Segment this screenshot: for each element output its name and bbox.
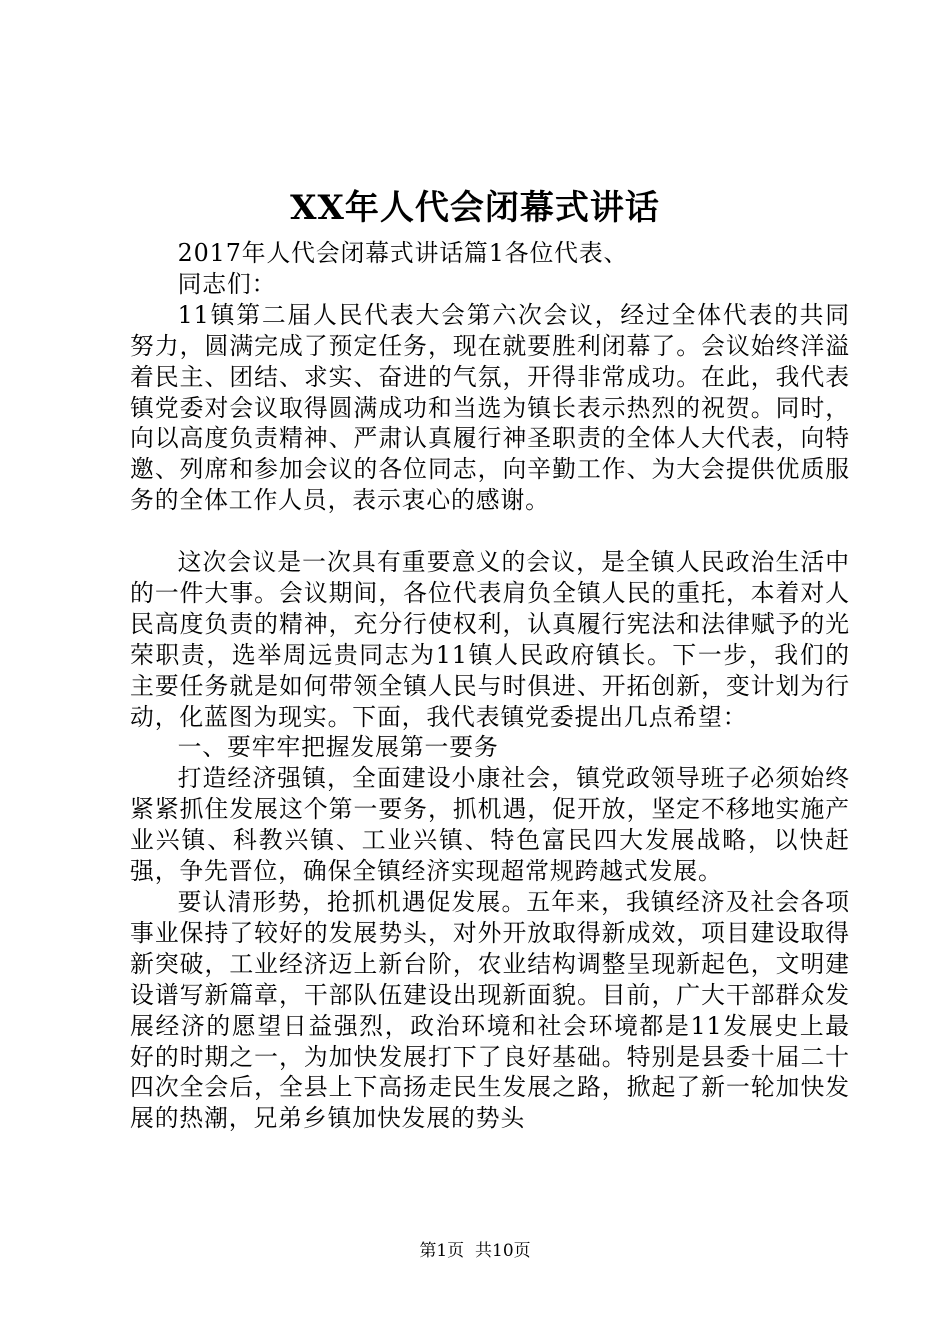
page-number: 第1页 (419, 1241, 465, 1261)
paragraph-opening: 11镇第二届人民代表大会第六次会议，经过全体代表的共同努力，圆满完成了预定任务，现在就要胜利闭幕了。会议始终洋溢着民主、团结、求实、奋进的气氛，开得非常成功。在此，我代表镇党委对会议取得圆满成功和当选为镇长表示热烈的祝贺。同时，向以高度负责精神、严肃认真履行神圣职责的全体人大代表，向特邀、列席和参加会议的各位同志，向辛勤工作、为大会提供优质服务的全体工作人员，表示衷心的感谢。 (130, 300, 850, 515)
paragraph-intro: 2017年人代会闭幕式讲话篇1各位代表、 (177, 239, 629, 267)
paragraph-development: 打造经济强镇，全面建设小康社会，镇党政领导班子必须始终紧紧抓住发展这个第一要务，抓机遇，促开放，坚定不移地实施产业兴镇、科教兴镇、工业兴镇、特色富民四大发展战略，以快赶强，争先晋位，确保全镇经济实现超常规跨越式发展。 (130, 764, 850, 886)
page-footer (0, 1240, 950, 1262)
paragraph-situation: 要认清形势，抢抓机遇促发展。五年来，我镇经济及社会各项事业保持了较好的发展势头，对外开放取得新成效，项目建设取得新突破，工业经济迈上新台阶，农业结构调整呈现新起色，文明建设谱写新篇章，干部队伍建设出现新面貌。目前，广大干部群众发展经济的愿望日益强烈，政治环境和社会环境都是11发展史上最好的时期之一，为加快发展打下了良好基础。特别是县委十届二十四次全会后，全县上下高扬走民生发展之路，掀起了新一轮加快发展的热潮，兄弟乡镇加快发展的势头 (130, 888, 850, 1133)
paragraph-meeting-significance: 这次会议是一次具有重要意义的会议，是全镇人民政治生活中的一件大事。会议期间，各位代表肩负全镇人民的重托，本着对人民高度负责的精神，充分行使权利，认真履行宪法和法律赋予的光荣职责，选举周远贵同志为11镇人民政府镇长。下一步，我们的主要任务就是如何带领全镇人民与时俱进、开拓创新，变计划为行动，化蓝图为现实。下面，我代表镇党委提出几点希望： (130, 548, 850, 731)
page-total: 共10页 (475, 1241, 531, 1261)
paragraph-salutation: 同志们： (177, 269, 277, 298)
section-heading-1: 一、要牢牢把握发展第一要务 (177, 733, 499, 762)
document-body (130, 238, 850, 1134)
document-title: XX年人代会闭幕式讲话 (290, 188, 660, 228)
